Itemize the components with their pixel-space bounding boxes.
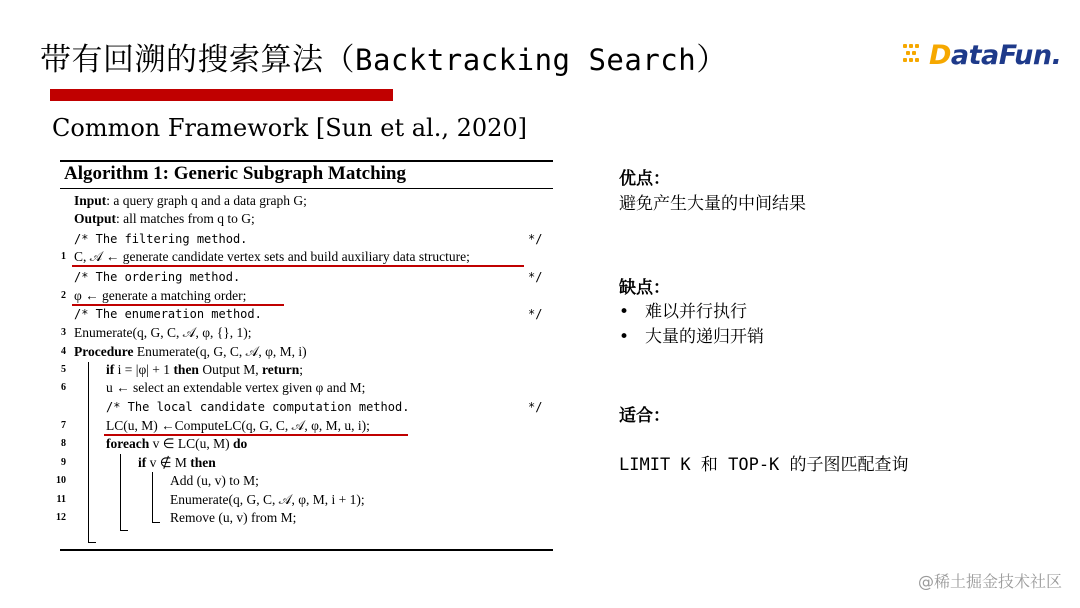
algo-line-11: Enumerate(q, G, C, 𝒜, φ, M, i + 1); [170,492,365,507]
logo-dots-icon [903,42,925,68]
line-1-underline [72,265,524,267]
line-number: 7 [61,420,66,431]
algo-output: Output: all matches from q to G; [74,211,255,226]
logo-wordmark: DataFun. [929,40,1062,71]
pros-heading: 优点： [619,169,670,189]
if-scope-end [152,522,160,523]
slide-title [40,34,728,79]
line-number: 3 [61,327,66,338]
title-cn: 带有回溯的搜索算法（ [40,42,355,78]
line-number: 9 [61,457,66,468]
cons-item: • 难以并行执行 [619,302,747,322]
fit-text: LIMIT K 和 TOP-K 的子图匹配查询 [619,455,909,475]
cons-item: • 大量的递归开销 [619,327,764,347]
algo-mid-rule [60,188,553,189]
algo-line-1: C, 𝒜 ← generate candidate vertex sets and build auxiliary data structure; [74,249,470,264]
title-close: ） [696,42,728,78]
datafun-logo [903,36,1062,76]
pros-text: 避免产生大量的中间结果 [619,194,806,214]
algo-line-3: Enumerate(q, G, C, 𝒜, φ, {}, 1); [74,325,252,340]
comment-end: */ [528,400,543,414]
algo-line-12: Remove (u, v) from M; [170,510,297,525]
comment-end: */ [528,232,543,246]
algo-line-9: if v ∉ M then [138,455,216,470]
line-number: 8 [61,438,66,449]
cons-heading: 缺点： [619,278,670,298]
line-number: 2 [61,290,66,301]
algo-input: Input: a query graph q and a data graph G; [74,193,307,208]
foreach-scope-bar [120,454,121,530]
algo-line-6: u ← select an extendable vertex given φ and M; [106,380,366,395]
algorithm-box [56,158,553,553]
algo-line-8: foreach v ∈ LC(u, M) do [106,436,248,451]
algo-bottom-rule [60,549,553,551]
comment-filtering: /* The filtering method. [74,232,248,246]
comment-end: */ [528,307,543,321]
fit-heading: 适合： [619,406,670,426]
procedure-scope-end [88,542,96,543]
comment-local: /* The local candidate computation method. [106,400,410,414]
line-number: 11 [56,494,66,505]
algo-line-7: LC(u, M) ←ComputeLC(q, G, C, 𝒜, φ, M, u, i); [106,418,370,433]
algo-line-10: Add (u, v) to M; [170,473,259,488]
line-number: 4 [61,346,66,357]
algo-line-2: φ ← generate a matching order; [74,288,247,303]
comment-enum: /* The enumeration method. [74,307,262,321]
line-number: 6 [61,382,66,393]
algo-line-5: if i = |φ| + 1 then Output M, return; [106,362,303,377]
line-number: 1 [61,251,66,262]
comment-end: */ [528,270,543,284]
line-number: 12 [56,512,66,523]
watermark: @稀土掘金技术社区 [917,572,1062,591]
if-scope-bar [152,472,153,522]
foreach-scope-end [120,530,128,531]
line-number: 10 [56,475,66,486]
title-accent-bar [50,89,393,101]
algo-line-4: Procedure Enumerate(q, G, C, 𝒜, φ, M, i) [74,344,307,359]
comment-ordering: /* The ordering method. [74,270,241,284]
line-number: 5 [61,364,66,375]
algo-top-rule [60,160,553,162]
procedure-scope-bar [88,362,89,542]
title-en: Backtracking Search [355,43,697,77]
framework-citation: Common Framework [Sun et al., 2020] [52,114,528,142]
algo-title: Algorithm 1: Generic Subgraph Matching [64,163,406,184]
